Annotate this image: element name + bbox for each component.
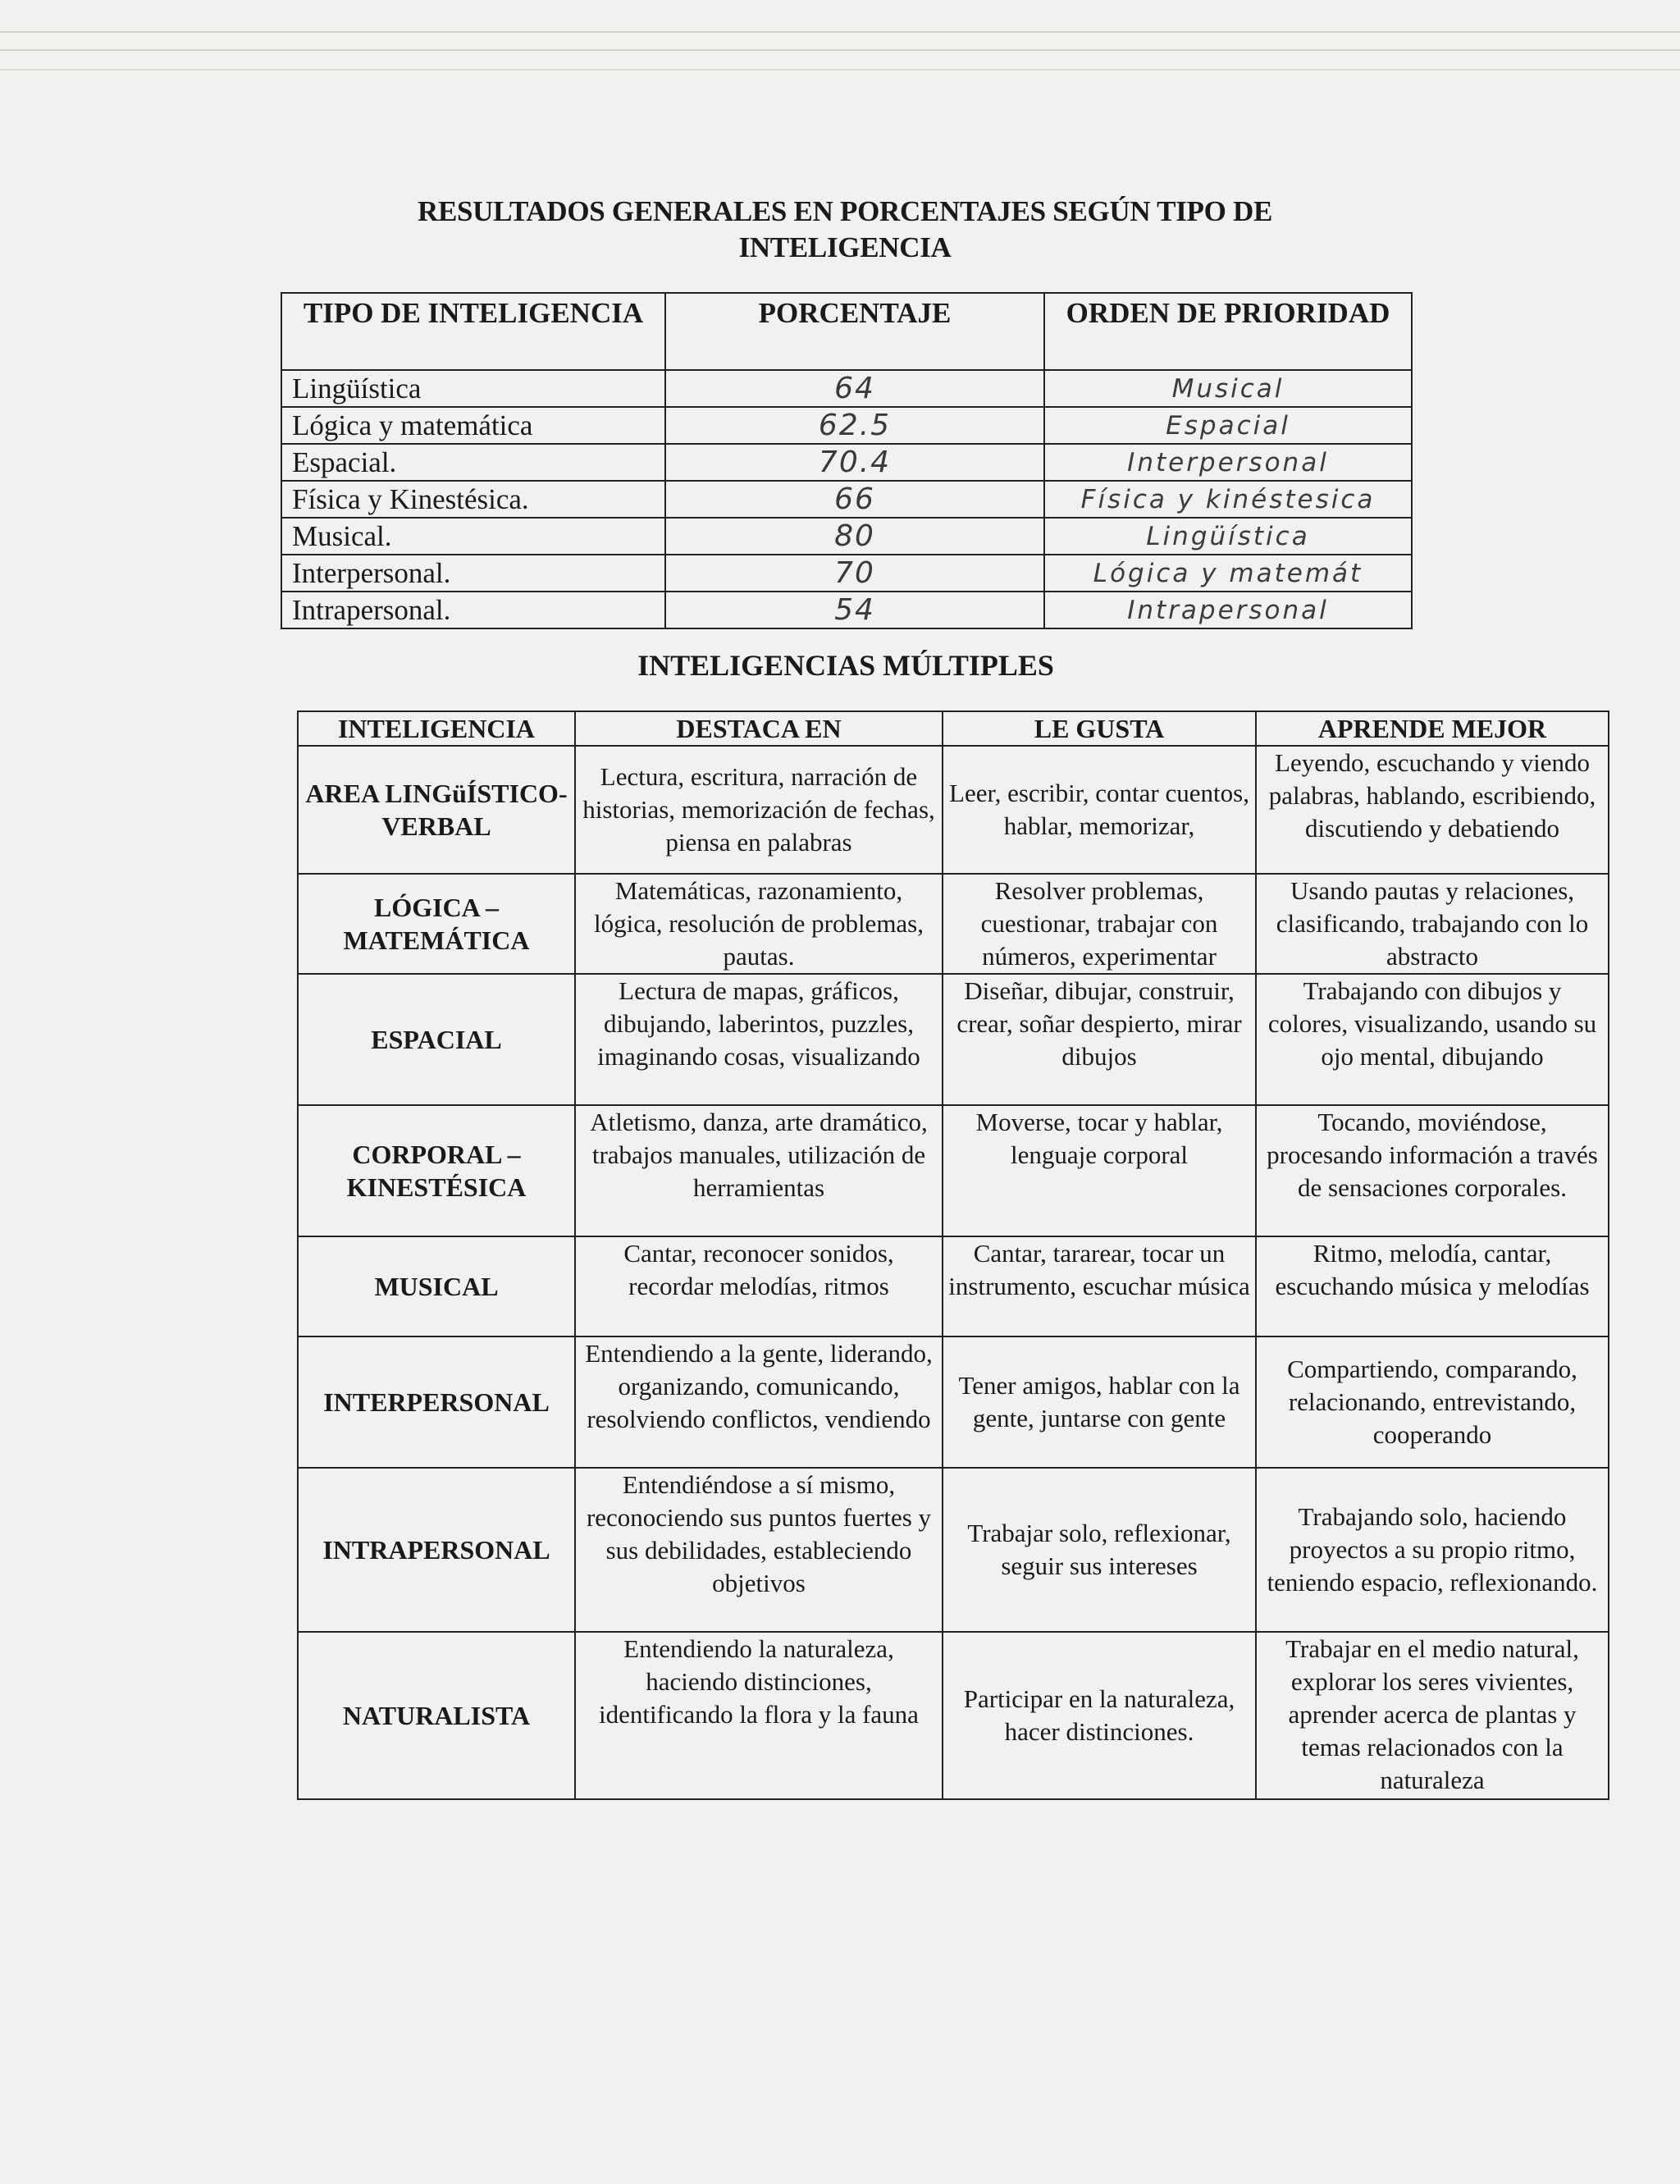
destaca-en-cell: Lectura, escritura, narración de historias, memorización de fechas, piensa en palabras [575, 746, 943, 874]
priority-cell: Espacial [1044, 407, 1412, 444]
percentage-cell: 62.5 [665, 407, 1044, 444]
aprende-mejor-cell: Compartiendo, comparando, relacionando, entrevistando, cooperando [1256, 1336, 1609, 1468]
le-gusta-cell: Trabajar solo, reflexionar, seguir sus intereses [943, 1468, 1256, 1632]
intelligence-type-cell: Lógica y matemática [281, 407, 665, 444]
intelligence-name-cell: MUSICAL [298, 1236, 575, 1336]
destaca-en-cell: Entendiendo a la gente, liderando, organizando, comunicando, resolviendo conflictos, vendiendo [575, 1336, 943, 1468]
intelligence-name-cell: AREA LINGüÍSTICO-VERBAL [298, 746, 575, 874]
intelligence-name-cell: LÓGICA – MATEMÁTICA [298, 874, 575, 974]
intelligence-row [298, 746, 1609, 874]
priority-cell: Lingüística [1044, 518, 1412, 555]
aprende-mejor-cell: Trabajando solo, haciendo proyectos a su propio ritmo, teniendo espacio, reflexionando. [1256, 1468, 1609, 1632]
scan-line [0, 69, 1680, 71]
aprende-mejor-cell: Trabajando con dibujos y colores, visualizando, usando su ojo mental, dibujando [1256, 974, 1609, 1105]
intelligence-row [298, 1468, 1609, 1632]
le-gusta-cell: Resolver problemas, cuestionar, trabajar con números, experimentar [943, 874, 1256, 974]
le-gusta-cell: Participar en la naturaleza, hacer distinciones. [943, 1632, 1256, 1799]
percentage-cell: 70.4 [665, 444, 1044, 481]
destaca-en-cell: Cantar, reconocer sonidos, recordar melodías, ritmos [575, 1236, 943, 1336]
aprende-mejor-cell: Tocando, moviéndose, procesando información a través de sensaciones corporales. [1256, 1105, 1609, 1236]
le-gusta-cell: Cantar, tararear, tocar un instrumento, escuchar música [943, 1236, 1256, 1336]
results-row [281, 370, 1412, 407]
page-title [279, 194, 1411, 266]
aprende-mejor-cell: Usando pautas y relaciones, clasificando, trabajando con lo abstracto [1256, 874, 1609, 974]
intelligence-name-cell: INTERPERSONAL [298, 1336, 575, 1468]
le-gusta-cell: Moverse, tocar y hablar, lenguaje corporal [943, 1105, 1256, 1236]
intelligence-type-cell: Física y Kinestésica. [281, 481, 665, 518]
destaca-en-cell: Lectura de mapas, gráficos, dibujando, laberintos, puzzles, imaginando cosas, visualizando [575, 974, 943, 1105]
intelligence-name-cell: CORPORAL – KINESTÉSICA [298, 1105, 575, 1236]
results-row [281, 444, 1412, 481]
priority-cell: Física y kinéstesica [1044, 481, 1412, 518]
results-row [281, 407, 1412, 444]
intelligence-type-cell: Musical. [281, 518, 665, 555]
intelligence-name-cell: ESPACIAL [298, 974, 575, 1105]
title-line-1: RESULTADOS GENERALES EN PORCENTAJES SEGÚN TIPO DE [417, 195, 1273, 227]
results-row [281, 518, 1412, 555]
intelligence-type-cell: Interpersonal. [281, 555, 665, 592]
header-aprende: APRENDE MEJOR [1256, 711, 1609, 746]
intelligence-name-cell: INTRAPERSONAL [298, 1468, 575, 1632]
section-title: INTELIGENCIAS MÚLTIPLES [637, 649, 1054, 682]
destaca-en-cell: Atletismo, danza, arte dramático, trabajos manuales, utilización de herramientas [575, 1105, 943, 1236]
priority-cell: Interpersonal [1044, 444, 1412, 481]
percentage-cell: 64 [665, 370, 1044, 407]
destaca-en-cell: Entendiendo la naturaleza, haciendo distinciones, identificando la flora y la fauna [575, 1632, 943, 1799]
priority-cell: Intrapersonal [1044, 592, 1412, 628]
results-header-row [281, 293, 1412, 370]
intelligence-row [298, 874, 1609, 974]
le-gusta-cell: Leer, escribir, contar cuentos, hablar, memorizar, [943, 746, 1256, 874]
intelligence-type-cell: Intrapersonal. [281, 592, 665, 628]
multiple-intelligences-table [297, 710, 1609, 1800]
percentage-cell: 80 [665, 518, 1044, 555]
intelligence-type-cell: Espacial. [281, 444, 665, 481]
header-gusta: LE GUSTA [943, 711, 1256, 746]
intelligence-row [298, 1105, 1609, 1236]
intelligence-row [298, 1236, 1609, 1336]
aprende-mejor-cell: Leyendo, escuchando y viendo palabras, hablando, escribiendo, discutiendo y debatiendo [1256, 746, 1609, 874]
header-destaca: DESTACA EN [575, 711, 943, 746]
destaca-en-cell: Matemáticas, razonamiento, lógica, resolución de problemas, pautas. [575, 874, 943, 974]
header-tipo: TIPO DE INTELIGENCIA [281, 293, 665, 370]
header-porcentaje: PORCENTAJE [665, 293, 1044, 370]
aprende-mejor-cell: Ritmo, melodía, cantar, escuchando música y melodías [1256, 1236, 1609, 1336]
results-table [281, 292, 1413, 629]
results-row [281, 592, 1412, 628]
intelligence-row [298, 974, 1609, 1105]
priority-cell: Musical [1044, 370, 1412, 407]
intelligence-type-cell: Lingüística [281, 370, 665, 407]
header-inteligencia: INTELIGENCIA [298, 711, 575, 746]
destaca-en-cell: Entendiéndose a sí mismo, reconociendo sus puntos fuertes y sus debilidades, estableciendo objetivos [575, 1468, 943, 1632]
scan-line [0, 31, 1680, 33]
le-gusta-cell: Tener amigos, hablar con la gente, juntarse con gente [943, 1336, 1256, 1468]
title-line-2: INTELIGENCIA [738, 231, 952, 263]
aprende-mejor-cell: Trabajar en el medio natural, explorar los seres vivientes, aprender acerca de plantas y temas relacionados con la naturaleza [1256, 1632, 1609, 1799]
le-gusta-cell: Diseñar, dibujar, construir, crear, soñar despierto, mirar dibujos [943, 974, 1256, 1105]
intelligence-name-cell: NATURALISTA [298, 1632, 575, 1799]
scan-line [0, 49, 1680, 51]
results-row [281, 555, 1412, 592]
percentage-cell: 66 [665, 481, 1044, 518]
results-row [281, 481, 1412, 518]
priority-cell: Lógica y matemát [1044, 555, 1412, 592]
multiple-header-row [298, 711, 1609, 746]
header-orden: ORDEN DE PRIORIDAD [1044, 293, 1412, 370]
percentage-cell: 54 [665, 592, 1044, 628]
intelligence-row [298, 1632, 1609, 1799]
percentage-cell: 70 [665, 555, 1044, 592]
intelligence-row [298, 1336, 1609, 1468]
